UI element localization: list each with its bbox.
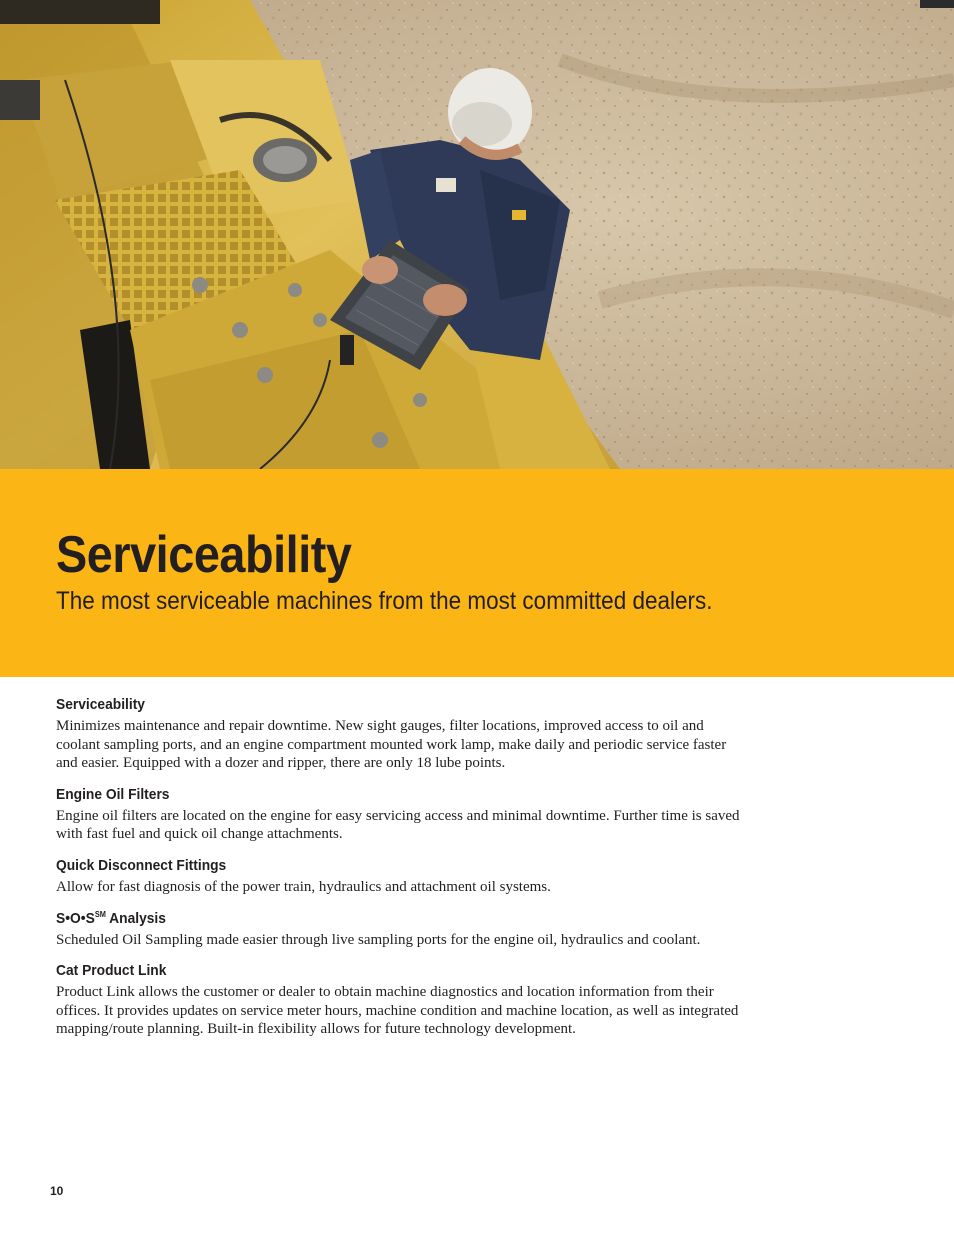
section-heading — [56, 909, 691, 929]
section-sos-analysis — [56, 909, 746, 950]
section-body: Minimizes maintenance and repair downtime. New sight gauges, filter locations, improved access to oil and coolant sampling ports, and an engine compartment mounted work lamp, make daily and periodic service faster and easier. Equipped with a dozer and ripper, there are only 18 lube points. — [56, 718, 727, 772]
section-body: Product Link allows the customer or dealer to obtain machine diagnostics and location information from their offices. It provides updates on service meter hours, machine condition and machine location, as well as integrated mapping/route planning. Built-in flexibility allows for future technology development. — [56, 984, 739, 1038]
page-subtitle: The most serviceable machines from the most committed dealers. — [56, 587, 713, 615]
hero-photo — [0, 0, 954, 469]
section-body: Allow for fast diagnosis of the power train, hydraulics and attachment oil systems. — [56, 878, 551, 895]
section-heading: Cat Product Link — [56, 962, 167, 980]
section-engine-oil-filters — [56, 785, 746, 844]
section-body: Scheduled Oil Sampling made easier through live sampling ports for the engine oil, hydraulics and coolant. — [56, 931, 701, 948]
page-number: 10 — [50, 1184, 64, 1198]
service-mark: SM — [94, 909, 106, 919]
section-quick-disconnect-fittings — [56, 856, 746, 897]
serviceability-banner — [0, 469, 954, 677]
section-heading: Serviceability — [56, 696, 145, 713]
section-body: Engine oil filters are located on the engine for easy servicing access and minimal downtime. Further time is saved with fast fuel and quick oil change attachments. — [56, 807, 740, 843]
page-title: Serviceability — [56, 526, 352, 584]
section-heading-suffix: Analysis — [105, 909, 166, 927]
content-sections — [56, 695, 746, 1051]
technician-laptop-illustration — [0, 0, 954, 469]
section-heading: Quick Disconnect Fittings — [56, 856, 227, 874]
section-cat-product-link — [56, 961, 746, 1039]
section-heading-prefix: S•O•S — [56, 909, 95, 927]
section-heading: Engine Oil Filters — [56, 785, 170, 803]
section-serviceability — [56, 695, 746, 773]
